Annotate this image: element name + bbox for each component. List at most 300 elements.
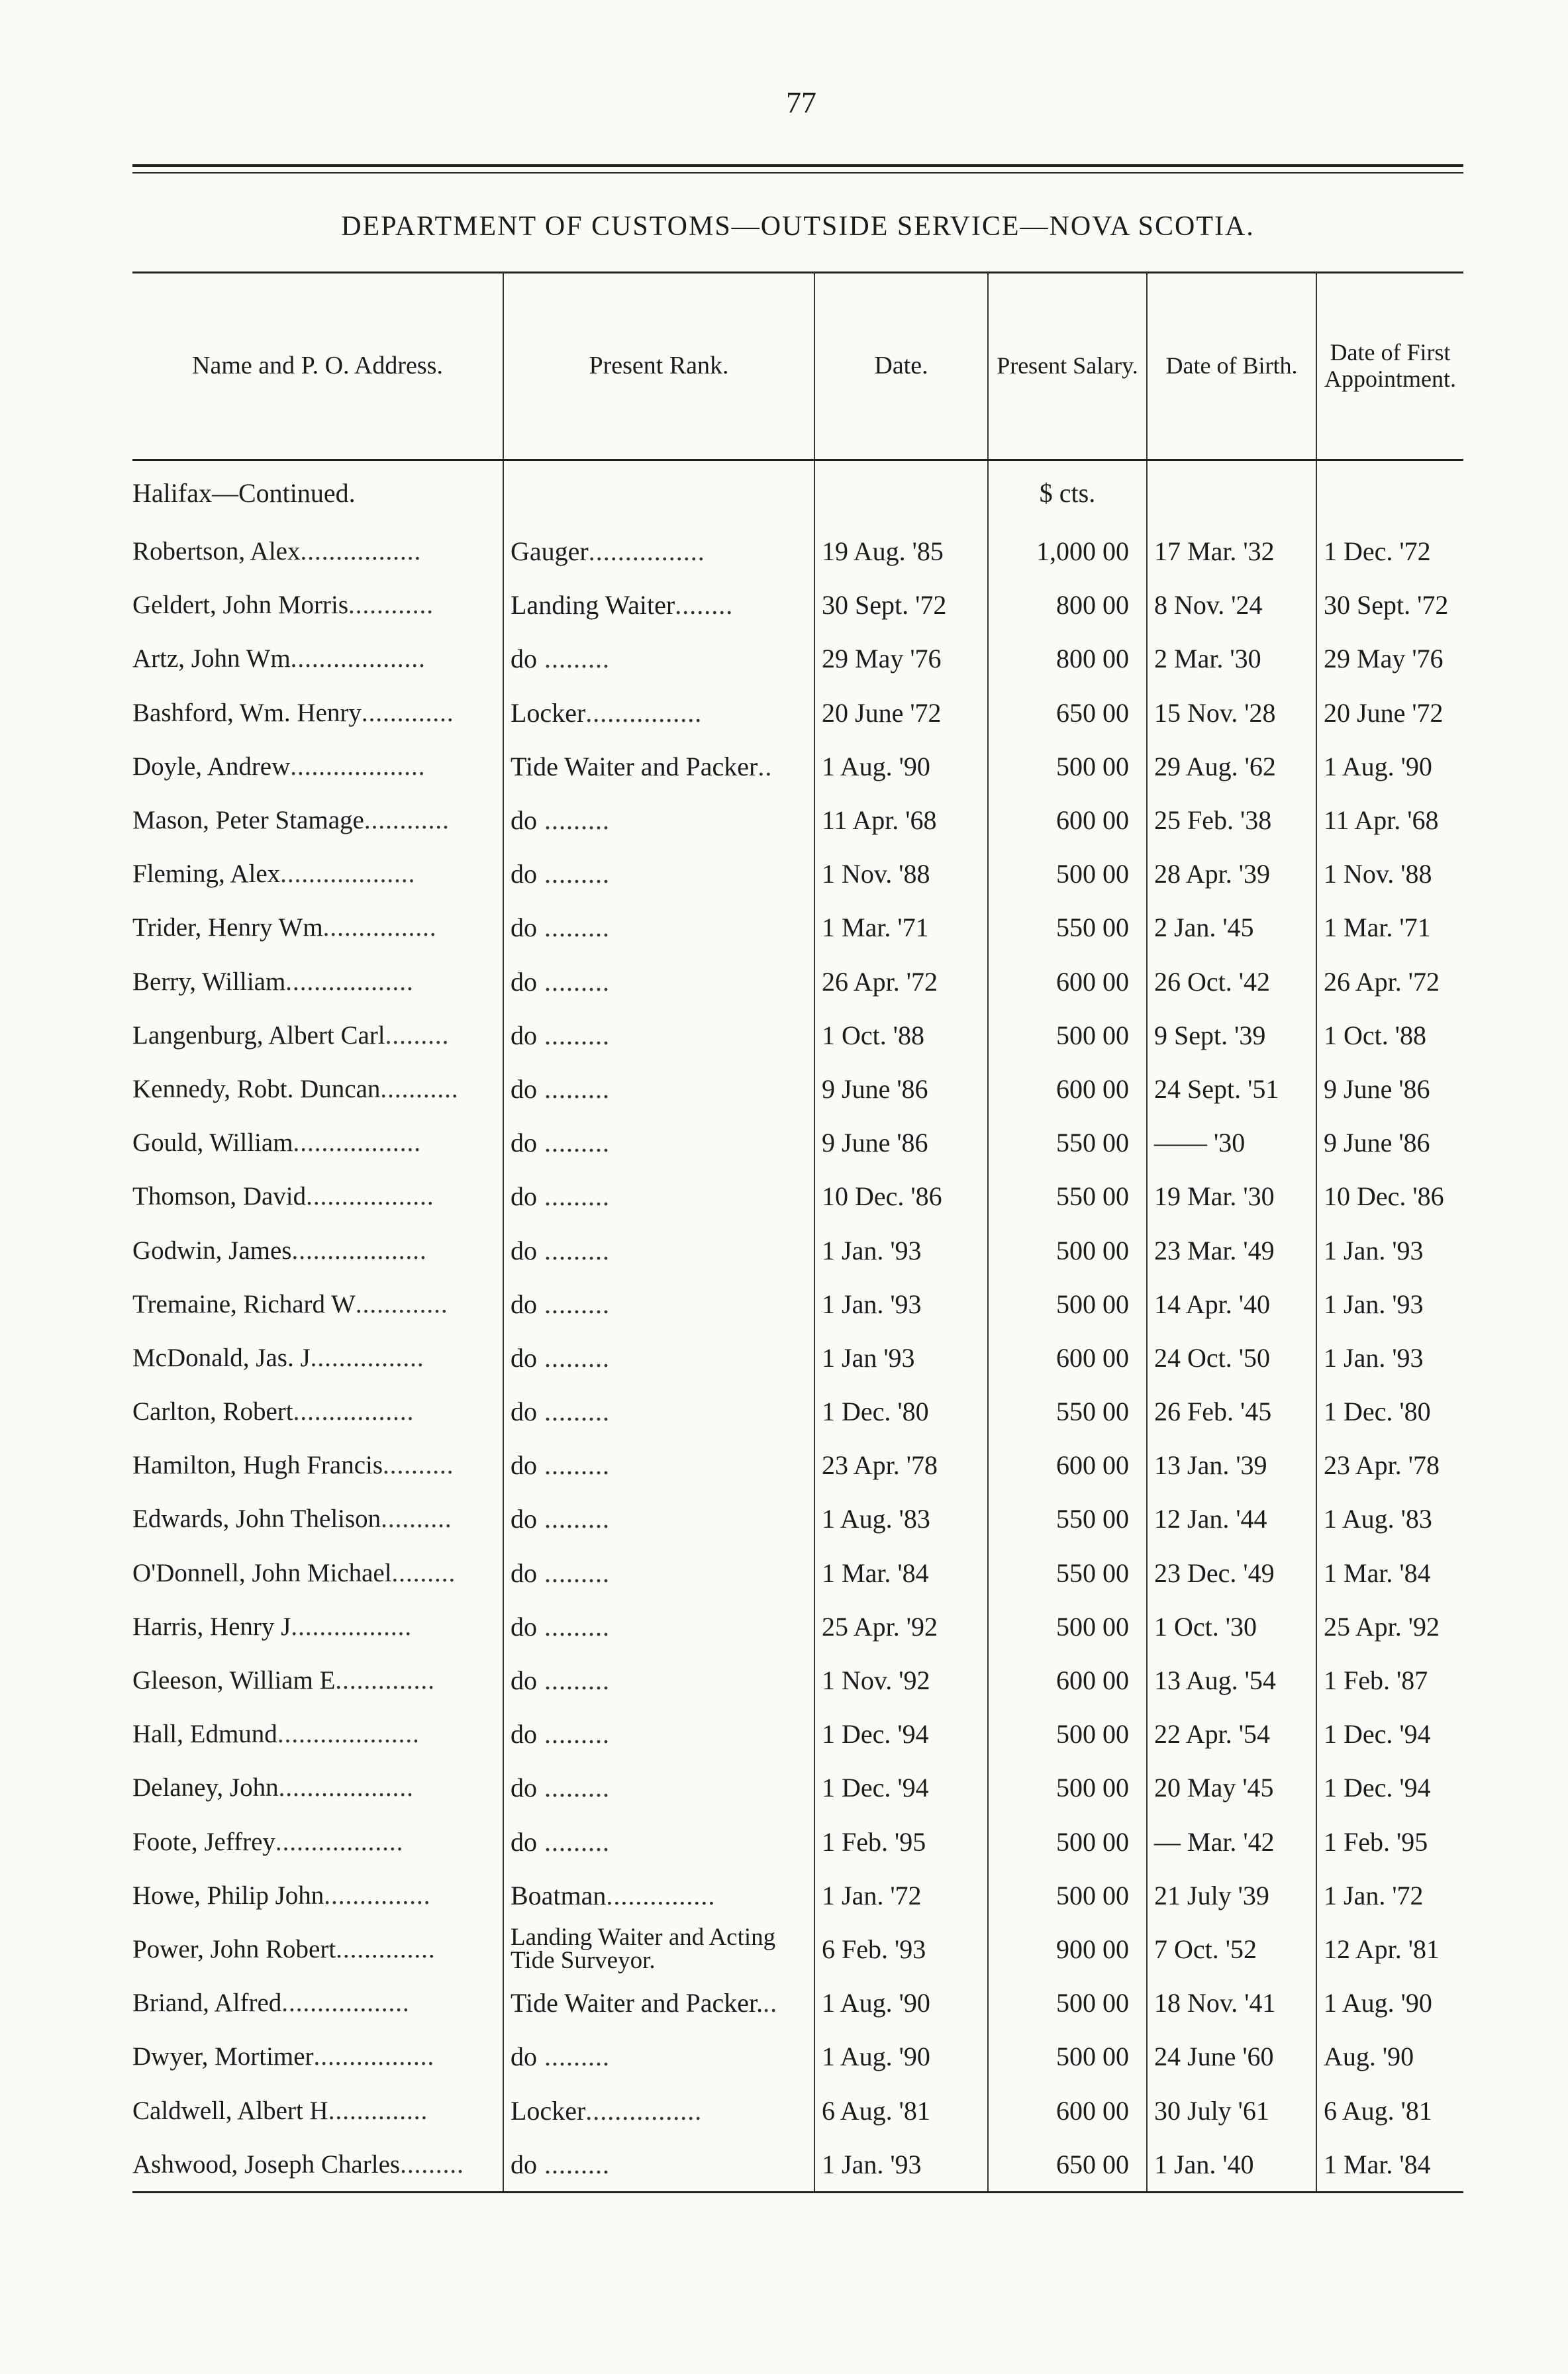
present-salary (988, 1707, 1147, 1761)
date-of-first-appointment (1316, 1331, 1463, 1385)
date-of-first-appointment (1316, 793, 1463, 847)
present-salary (988, 1331, 1147, 1385)
date-of-birth (1147, 1922, 1316, 1976)
present-rank (503, 1654, 814, 1707)
table-row (132, 1169, 1463, 1223)
date-of-first-appointment (1316, 1009, 1463, 1062)
present-rank (503, 2138, 814, 2193)
date-of-birth-text: 9 Sept. '39 (1154, 1020, 1266, 1050)
table-row (132, 1385, 1463, 1438)
date-of-birth-text: 19 Mar. '30 (1154, 1181, 1275, 1212)
date-of-first-appointment (1316, 1761, 1463, 1814)
present-salary (988, 2030, 1147, 2083)
present-rank-text: Gauger (511, 536, 589, 567)
employee-name (132, 686, 503, 740)
rank-date (814, 955, 988, 1009)
leader-dots: ............... (606, 1880, 716, 1910)
present-rank-text: do (511, 1665, 537, 1696)
rank-date-text: 1 Jan '93 (822, 1342, 915, 1373)
date-of-first-appointment-text: 1 Jan. '93 (1324, 1342, 1424, 1373)
rank-date (814, 1761, 988, 1814)
leader-dots: ......... (537, 1558, 610, 1588)
date-of-birth-text: 7 Oct. '52 (1154, 1934, 1257, 1964)
present-salary-text: 500 00 (1056, 1988, 1129, 2018)
date-of-first-appointment (1316, 740, 1463, 793)
date-of-first-appointment (1316, 1438, 1463, 1492)
present-salary-text: 500 00 (1056, 1289, 1129, 1319)
date-of-birth (1147, 1600, 1316, 1654)
rank-date (814, 1277, 988, 1331)
rank-date (814, 1815, 988, 1869)
rank-date-text: 1 Aug. '90 (822, 1988, 930, 2018)
table-row (132, 1277, 1463, 1331)
employee-name-text: Power, John Robert (132, 1934, 336, 1963)
date-of-first-appointment (1316, 955, 1463, 1009)
present-rank (503, 1761, 814, 1814)
employee-name (132, 955, 503, 1009)
rank-date (814, 578, 988, 632)
rank-date (814, 2030, 988, 2083)
date-of-birth (1147, 901, 1316, 954)
present-rank-text: do (511, 913, 537, 943)
date-of-first-appointment (1316, 1707, 1463, 1761)
present-rank-text: Locker (511, 2095, 586, 2126)
table-row (132, 1654, 1463, 1707)
table-row (132, 1492, 1463, 1546)
date-of-first-appointment (1316, 1116, 1463, 1169)
present-rank-text: do (511, 2149, 537, 2179)
date-of-birth-text: 24 Oct. '50 (1154, 1342, 1270, 1373)
date-of-first-appointment-text: 1 Aug. '90 (1324, 751, 1432, 781)
table-row (132, 1331, 1463, 1385)
leader-dots: ......... (537, 1073, 610, 1104)
rank-date (814, 632, 988, 685)
leader-dots: ......... (400, 2150, 464, 2179)
present-salary-text: 800 00 (1056, 644, 1129, 674)
present-salary (988, 1009, 1147, 1062)
date-of-first-appointment (1316, 524, 1463, 578)
date-of-birth-text: 2 Mar. '30 (1154, 644, 1261, 674)
leader-dots: ......... (537, 644, 610, 674)
present-rank (503, 1009, 814, 1062)
leader-dots: ......... (537, 913, 610, 943)
date-of-birth (1147, 632, 1316, 685)
present-salary-text: 600 00 (1056, 966, 1129, 997)
employee-name (132, 901, 503, 954)
employee-name-text: Bashford, Wm. Henry (132, 698, 362, 727)
present-rank (503, 1707, 814, 1761)
present-rank-text: Boatman (511, 1880, 607, 1910)
employee-name-text: Gould, William (132, 1128, 293, 1158)
employee-name (132, 1707, 503, 1761)
employee-name (132, 1331, 503, 1385)
leader-dots: ................. (291, 1612, 413, 1641)
present-salary-text: 500 00 (1056, 1773, 1129, 1803)
present-salary (988, 847, 1147, 901)
date-of-birth (1147, 1169, 1316, 1223)
date-of-birth (1147, 686, 1316, 740)
employee-name (132, 1277, 503, 1331)
leader-dots: .................... (277, 1720, 420, 1749)
rank-date-text: 25 Apr. '92 (822, 1611, 938, 1642)
employee-name-text: Briand, Alfred (132, 1989, 282, 2018)
employee-name-text: Hall, Edmund (132, 1720, 277, 1749)
date-of-birth (1147, 1546, 1316, 1600)
employee-name (132, 2138, 503, 2193)
leader-dots: ......... (537, 1773, 610, 1803)
present-rank-text: do (511, 1289, 537, 1319)
date-of-first-appointment (1316, 1223, 1463, 1277)
employee-name-text: Foote, Jeffrey (132, 1827, 275, 1856)
rank-date-text: 1 Mar. '71 (822, 913, 929, 943)
date-of-birth (1147, 1492, 1316, 1546)
present-rank-text: Locker (511, 697, 586, 728)
present-salary-text: 500 00 (1056, 1719, 1129, 1750)
rank-date (814, 1976, 988, 2030)
column-header-date: Date. (814, 273, 988, 460)
date-of-first-appointment-text: 1 Dec. '94 (1324, 1773, 1431, 1803)
employee-name-text: Dwyer, Mortimer (132, 2042, 314, 2071)
date-of-birth-text: 25 Feb. '38 (1154, 805, 1272, 836)
leader-dots: ......... (537, 1826, 610, 1857)
present-rank (503, 1438, 814, 1492)
rank-date (814, 1654, 988, 1707)
present-salary-text: 500 00 (1056, 1020, 1129, 1050)
date-of-birth (1147, 1707, 1316, 1761)
employee-name-text: Kennedy, Robt. Duncan (132, 1074, 381, 1103)
date-of-birth (1147, 1062, 1316, 1116)
employee-name (132, 2030, 503, 2083)
column-header-birth: Date of Birth. (1147, 273, 1316, 460)
present-rank (503, 632, 814, 685)
present-rank-text: do (511, 805, 537, 836)
table-row (132, 524, 1463, 578)
present-rank (503, 1277, 814, 1331)
leader-dots: ........... (380, 1074, 459, 1103)
leader-dots: ................... (278, 1773, 414, 1803)
date-of-first-appointment (1316, 1600, 1463, 1654)
present-rank (503, 901, 814, 954)
leader-dots: ......... (537, 2149, 610, 2179)
rank-date-text: 1 Aug. '83 (822, 1504, 930, 1534)
present-salary-text: 800 00 (1056, 590, 1129, 620)
leader-dots: ......... (537, 1289, 610, 1319)
date-of-birth (1147, 1869, 1316, 1922)
table-row (132, 740, 1463, 793)
leader-dots: ................... (290, 752, 426, 781)
present-salary (988, 793, 1147, 847)
date-of-first-appointment-text: 1 Mar. '71 (1324, 913, 1431, 943)
column-header-name: Name and P. O. Address. (132, 273, 503, 460)
present-salary (988, 1815, 1147, 1869)
leader-dots: ................... (280, 860, 416, 889)
present-salary (988, 1223, 1147, 1277)
date-of-first-appointment (1316, 1385, 1463, 1438)
rank-date (814, 1116, 988, 1169)
rank-date (814, 1062, 988, 1116)
rank-date (814, 1385, 988, 1438)
rank-date (814, 740, 988, 793)
rank-date-text: 1 Aug. '90 (822, 2042, 930, 2072)
date-of-first-appointment-text: 30 Sept. '72 (1324, 590, 1449, 620)
rank-date-text: 11 Apr. '68 (822, 805, 937, 836)
present-salary (988, 901, 1147, 954)
present-salary-text: 500 00 (1056, 1611, 1129, 1642)
date-of-birth-text: 20 May '45 (1154, 1773, 1274, 1803)
date-of-first-appointment-text: 1 Dec. '72 (1324, 536, 1431, 567)
rank-date-text: 1 Oct. '88 (822, 1020, 924, 1050)
leader-dots: ......... (537, 1342, 610, 1373)
present-rank-text: Landing Waiter (511, 590, 675, 620)
present-salary-text: 600 00 (1056, 2095, 1129, 2126)
section-row (132, 460, 1463, 525)
table-header-row (132, 273, 1463, 460)
present-rank-text: do (511, 644, 537, 674)
present-salary (988, 1654, 1147, 1707)
present-rank (503, 1116, 814, 1169)
date-of-birth (1147, 1976, 1316, 2030)
date-of-birth-text: 13 Aug. '54 (1154, 1665, 1276, 1696)
present-rank (503, 793, 814, 847)
date-of-first-appointment-text: 23 Apr. '78 (1324, 1450, 1440, 1481)
rank-date (814, 1492, 988, 1546)
present-salary-text: 500 00 (1056, 1235, 1129, 1265)
rank-date-text: 9 June '86 (822, 1128, 928, 1158)
rank-date (814, 1169, 988, 1223)
employee-name (132, 1546, 503, 1600)
present-salary (988, 2083, 1147, 2137)
date-of-first-appointment (1316, 1546, 1463, 1600)
leader-dots: .............. (336, 1934, 436, 1963)
date-of-first-appointment-text: 1 Nov. '88 (1324, 859, 1432, 889)
date-of-first-appointment (1316, 1169, 1463, 1223)
employee-name-text: Fleming, Alex (132, 860, 281, 889)
leader-dots: .. (763, 1988, 778, 2018)
date-of-birth-text: 15 Nov. '28 (1154, 697, 1276, 728)
employee-name-text: Harris, Henry J (132, 1612, 291, 1641)
employee-name-text: Artz, John Wm (132, 644, 291, 673)
rank-date-text: 1 Jan. '93 (822, 1235, 922, 1265)
date-of-first-appointment-text: 25 Apr. '92 (1324, 1611, 1440, 1642)
table-row (132, 955, 1463, 1009)
present-salary-text: 550 00 (1056, 1504, 1129, 1534)
employee-name (132, 1922, 503, 1976)
date-of-birth (1147, 1331, 1316, 1385)
table-row (132, 1761, 1463, 1814)
present-rank (503, 1600, 814, 1654)
date-of-first-appointment (1316, 578, 1463, 632)
present-rank (503, 1331, 814, 1385)
rank-date-text: 30 Sept. '72 (822, 590, 947, 620)
leader-dots: ................. (293, 1397, 415, 1426)
present-salary (988, 1492, 1147, 1546)
present-rank (503, 1815, 814, 1869)
table-row (132, 847, 1463, 901)
leader-dots: ............... (324, 1881, 431, 1910)
leader-dots: .................. (275, 1827, 404, 1856)
present-rank (503, 1492, 814, 1546)
date-of-first-appointment (1316, 2030, 1463, 2083)
leader-dots: ......... (391, 1558, 456, 1587)
leader-dots: ......... (537, 1665, 610, 1696)
present-salary (988, 1546, 1147, 1600)
leader-dots: ........ (675, 590, 734, 620)
present-rank (503, 1223, 814, 1277)
rank-date-text: 1 Dec. '94 (822, 1719, 929, 1750)
employee-name-text: Gleeson, William E (132, 1666, 336, 1695)
present-rank-text: do (511, 1611, 537, 1642)
rank-date (814, 2138, 988, 2193)
leader-dots: ......... (537, 1611, 610, 1642)
leader-dots: ................ (588, 536, 705, 567)
leader-dots: ......... (537, 1397, 610, 1427)
date-of-first-appointment (1316, 847, 1463, 901)
date-of-birth-text: 23 Dec. '49 (1154, 1558, 1275, 1588)
table-row (132, 1438, 1463, 1492)
date-of-birth-text: 26 Oct. '42 (1154, 966, 1270, 997)
employee-name (132, 1761, 503, 1814)
date-of-birth-text: 17 Mar. '32 (1154, 536, 1275, 567)
table-row (132, 2138, 1463, 2193)
date-of-birth-text: 23 Mar. '49 (1154, 1235, 1275, 1265)
present-rank-text: do (511, 1181, 537, 1212)
rank-date-text: 10 Dec. '86 (822, 1181, 942, 1212)
date-of-birth (1147, 1761, 1316, 1814)
date-of-birth-text: 22 Apr. '54 (1154, 1719, 1270, 1750)
employee-name (132, 1438, 503, 1492)
employee-name-text: Carlton, Robert (132, 1397, 293, 1426)
leader-dots: ......... (537, 1450, 610, 1481)
table-row (132, 901, 1463, 954)
present-salary-text: 550 00 (1056, 1558, 1129, 1588)
present-salary-text: 650 00 (1056, 697, 1129, 728)
present-rank (503, 1546, 814, 1600)
rank-date (814, 1009, 988, 1062)
table-row (132, 1546, 1463, 1600)
date-of-birth-text: 14 Apr. '40 (1154, 1289, 1270, 1319)
employee-name-text: Berry, William (132, 967, 286, 996)
employee-name (132, 1385, 503, 1438)
leader-dots: ................. (300, 537, 422, 566)
date-of-birth (1147, 1116, 1316, 1169)
employee-name (132, 1116, 503, 1169)
leader-dots: ................... (290, 644, 426, 673)
column-header-appointment: Date of First Appointment. (1316, 273, 1463, 460)
rank-date-text: 1 Jan. '93 (822, 2149, 922, 2179)
rank-date (814, 901, 988, 954)
employee-name-text: Mason, Peter Stamage (132, 806, 364, 835)
document-title: DEPARTMENT OF CUSTOMS—OUTSIDE SERVICE—NOVA SCOTIA. (341, 211, 1255, 242)
rank-date-text: 1 Jan. '72 (822, 1880, 922, 1910)
date-of-first-appointment (1316, 1654, 1463, 1707)
date-of-first-appointment-text: 26 Apr. '72 (1324, 966, 1440, 997)
rank-date (814, 686, 988, 740)
leader-dots: ......... (537, 966, 610, 997)
present-rank-text: do (511, 1128, 537, 1158)
present-salary-text: 500 00 (1056, 1880, 1129, 1910)
date-of-first-appointment (1316, 1277, 1463, 1331)
date-of-first-appointment (1316, 1062, 1463, 1116)
rank-date (814, 1707, 988, 1761)
date-of-first-appointment (1316, 1492, 1463, 1546)
leader-dots: .......... (383, 1451, 454, 1480)
date-of-birth-text: 30 July '61 (1154, 2095, 1269, 2126)
leader-dots: ......... (537, 859, 610, 889)
present-salary-text: 500 00 (1056, 859, 1129, 889)
present-salary (988, 1600, 1147, 1654)
present-rank-text: do (511, 1073, 537, 1104)
present-salary (988, 1922, 1147, 1976)
rank-date-text: 26 Apr. '72 (822, 966, 938, 997)
leader-dots: .................. (306, 1182, 434, 1211)
table-row (132, 686, 1463, 740)
present-salary (988, 1169, 1147, 1223)
present-rank (503, 2083, 814, 2137)
date-of-birth (1147, 847, 1316, 901)
rank-date-text: 1 Mar. '84 (822, 1558, 929, 1588)
page-number: 77 (786, 85, 816, 119)
employee-name-text: McDonald, Jas. J (132, 1343, 311, 1372)
date-of-birth (1147, 1009, 1316, 1062)
date-of-first-appointment-text: 10 Dec. '86 (1324, 1181, 1444, 1212)
date-of-birth-text: 24 Sept. '51 (1154, 1073, 1279, 1104)
leader-dots: ................ (322, 913, 437, 942)
present-rank (503, 1976, 814, 2030)
date-of-first-appointment-text: 1 Feb. '95 (1324, 1826, 1428, 1857)
rank-date (814, 847, 988, 901)
employee-name (132, 1223, 503, 1277)
date-of-first-appointment-text: 1 Jan. '93 (1324, 1235, 1424, 1265)
date-of-birth-text: 28 Apr. '39 (1154, 859, 1270, 889)
leader-dots: ......... (537, 1719, 610, 1750)
date-of-first-appointment-text: 9 June '86 (1324, 1073, 1430, 1104)
present-salary-text: 650 00 (1056, 2149, 1129, 2179)
present-salary-text: 600 00 (1056, 1073, 1129, 1104)
present-rank (503, 1385, 814, 1438)
present-rank (503, 1169, 814, 1223)
present-rank (503, 1922, 814, 1976)
date-of-first-appointment (1316, 686, 1463, 740)
date-of-first-appointment-text: 9 June '86 (1324, 1128, 1430, 1158)
date-of-birth (1147, 2083, 1316, 2137)
rank-date-text: 1 Feb. '95 (822, 1826, 926, 1857)
employee-name-text: Doyle, Andrew (132, 752, 291, 781)
staff-ledger-table (132, 272, 1463, 2193)
table-row (132, 1116, 1463, 1169)
present-salary-text: 500 00 (1056, 1826, 1129, 1857)
employee-name-text: Caldwell, Albert H (132, 2096, 328, 2125)
present-rank (503, 1062, 814, 1116)
present-salary-text: 550 00 (1056, 1397, 1129, 1427)
date-of-first-appointment-text: 1 Aug. '83 (1324, 1504, 1432, 1534)
date-of-first-appointment-text: 1 Dec. '94 (1324, 1719, 1431, 1750)
date-of-first-appointment-text: 1 Mar. '84 (1324, 1558, 1431, 1588)
table-row (132, 1707, 1463, 1761)
present-salary (988, 578, 1147, 632)
present-rank-text: do (511, 1773, 537, 1803)
rank-date-text: 1 Aug. '90 (822, 751, 930, 781)
present-rank (503, 578, 814, 632)
header-rule (132, 164, 1463, 173)
rank-date (814, 1869, 988, 1922)
leader-dots: .................. (281, 1989, 410, 2018)
employee-name (132, 1169, 503, 1223)
present-salary (988, 1869, 1147, 1922)
present-rank (503, 686, 814, 740)
rank-date (814, 1546, 988, 1600)
present-salary (988, 2138, 1147, 2193)
employee-name (132, 740, 503, 793)
